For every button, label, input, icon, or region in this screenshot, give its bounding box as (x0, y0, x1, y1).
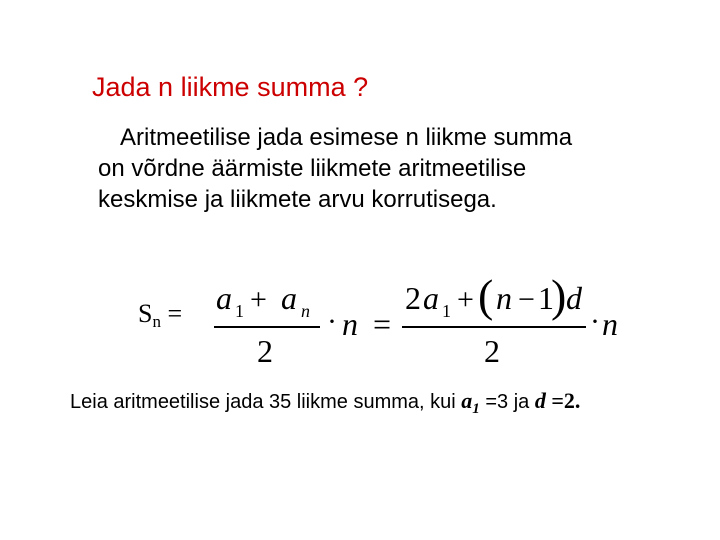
frac2-denominator: 2 (484, 333, 500, 369)
lhs-symbol: S (138, 299, 153, 328)
frac1-a: a (216, 280, 232, 316)
frac2-d: d (566, 280, 582, 316)
n-2: n (602, 306, 618, 342)
paragraph-line-1: Aritmeetilise jada esimese n liikme summa (120, 124, 573, 151)
slide-title-text: Jada n liikme summa ? (92, 72, 369, 102)
frac2-a: a (423, 280, 439, 316)
definition-paragraph (98, 122, 658, 215)
n-1: n (342, 306, 358, 342)
frac2-one: 1 (538, 280, 554, 316)
task-var-d: d (534, 388, 546, 413)
frac2-close-paren: ) (551, 270, 567, 321)
paragraph-line-2: on võrdne äärmiste liikmete aritmeetilise (98, 155, 527, 182)
frac2-open-paren: ( (478, 270, 494, 321)
lhs-equals: = (167, 299, 183, 328)
slide-title (92, 69, 368, 105)
task-var-a: a (461, 388, 473, 413)
task-text-mid: =3 ja (479, 391, 535, 413)
task-value-d: =2. (545, 388, 581, 413)
lhs-subscript: n (152, 312, 161, 331)
sum-formula (0, 255, 720, 375)
task-text-before: Leia aritmeetilise jada 35 liikme summa, kui (70, 391, 462, 413)
frac2-two: 2 (405, 280, 421, 316)
frac1-plus: + (250, 283, 267, 316)
equals-1: = (373, 306, 392, 342)
frac2-n: n (496, 280, 512, 316)
frac2-plus: + (457, 283, 474, 316)
formula-graphic (0, 255, 720, 375)
paragraph-line-3: keskmise ja liikmete arvu korrutisega. (98, 186, 497, 213)
frac1-sub-1: 1 (235, 301, 244, 321)
frac1-denominator: 2 (257, 333, 273, 369)
frac1-a-2: a (281, 280, 297, 316)
dot-2: · (590, 305, 600, 338)
task-var-a-sub: 1 (472, 401, 480, 417)
exercise-text (70, 386, 580, 424)
frac2-minus: − (518, 283, 535, 316)
dot-1: · (327, 305, 337, 338)
frac2-sub-1: 1 (442, 301, 451, 321)
frac1-sub-n: n (301, 301, 310, 321)
